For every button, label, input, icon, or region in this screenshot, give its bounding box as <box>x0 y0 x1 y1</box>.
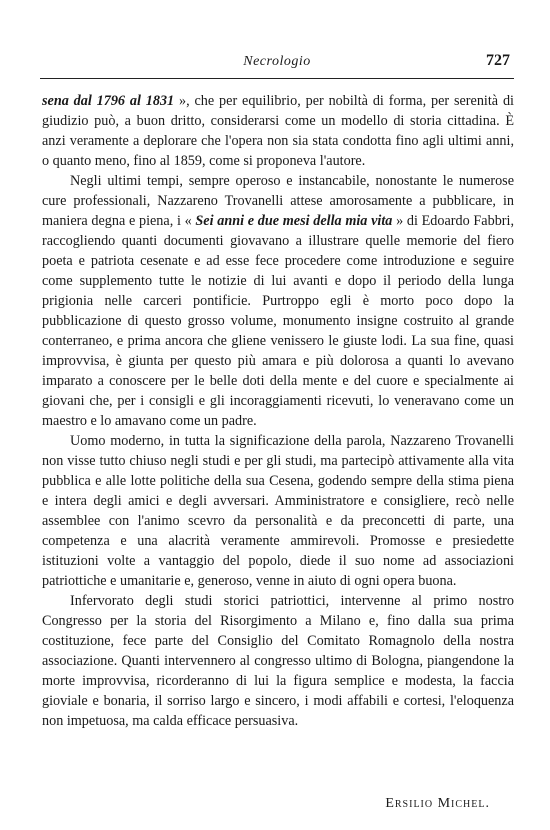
paragraph-4 <box>42 591 514 731</box>
paragraph-text: » di Edoardo Fabbri, raccogliendo quanti documenti giovavano a illustrare quelle memorie del fiero poeta e patriota cesenate e ad esse fece procedere come introduzione e seguire come supplemento tutte le notizie di lui avanti e dopo il periodo della lunga prigionia nelle carceri pontificie. Purtroppo egli è morto poco dopo la pubblicazione di questo grosso volume, monumento insigne costruito al grande conterraneo, e prima ancora che gliene venissero le giuste lodi. La sua fine, quasi improvvisa, è giunta per questo più amara e più dolorosa a quanti lo avevano imparato a conoscere per le belle doti della mente e del cuore e specialmente ai giovani che, per i consigli e gli incoraggiamenti ricevuti, lo veneravano come un maestro e lo amavano come un padre. <box>42 213 514 429</box>
header-rule <box>40 78 514 79</box>
page-number: 727 <box>486 52 510 69</box>
page-header <box>40 52 514 74</box>
book-title-fragment: sena dal 1796 al 1831 <box>42 93 175 109</box>
paragraph-1 <box>42 91 514 171</box>
running-title: Necrologio <box>243 54 311 69</box>
paragraph-text: Negli ultimi tempi, sempre operoso e instancabile, nonostante le numerose cure professionali, Nazzareno Trovanelli attese amorosamente a pubblicare, in maniera degna e piena, i « <box>42 173 514 229</box>
author-signature: Ersilio Michel. <box>385 796 490 811</box>
paragraph-text: », che per equilibrio, per nobiltà di forma, per serenità di giudizio può, a buon dritto, considerarsi come un modello di storia cittadina. È anzi veramente a deplorare che l'opera non sia stata condotta fino agli ultimi anni, o quanto meno, fino al 1859, come si proponeva l'autore. <box>42 93 514 169</box>
paragraph-text: Uomo moderno, in tutta la significazione della parola, Nazzareno Trovanelli non visse tutto chiuso negli studi e per gli studi, ma partecipò attivamente alla vita pubblica e alle lotte politiche della sua Cesena, godendo sempre della stima piena e intera degli amici e degli avversari. Amministratore e consigliere, recò nelle assemblee con l'animo scevro da personalità e da preconcetti di parte, una competenza e una alacrità veramente ammirevoli. Promosse e presiedette istituzioni volte a vantaggio del popolo, diede il suo nome ad associazioni patriottiche e umanitarie e, generoso, venne in aiuto di ogni opera buona. <box>42 433 514 589</box>
paragraph-text: Infervorato degli studi storici patriottici, intervenne al primo nostro Congresso per la storia del Risorgimento a Milano e, fino dalla sua prima costituzione, fece parte del Consiglio del Comitato Romagnolo della nostra associazione. Quanti intervennero al congresso ultimo di Bologna, piangendone la morte improvvisa, ricorderanno di lui la figura semplice e modesta, la faccia gioviale e bonaria, il sorriso largo e sincero, i modi affabili e cortesi, l'eloquenza non impetuosa, ma calda efficace persuasiva. <box>42 593 514 729</box>
paragraph-2 <box>42 171 514 431</box>
paragraph-3 <box>42 431 514 591</box>
book-title: Sei anni e due mesi della mia vita <box>195 213 393 229</box>
article-body <box>42 91 514 731</box>
